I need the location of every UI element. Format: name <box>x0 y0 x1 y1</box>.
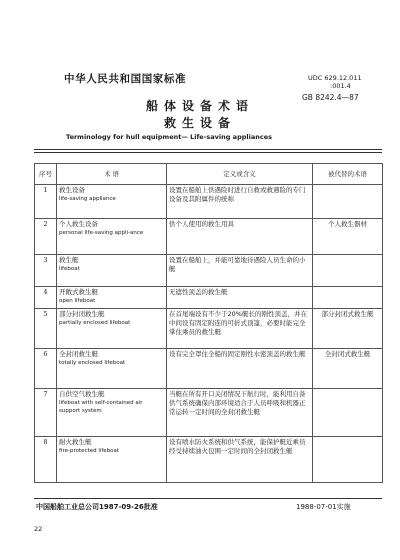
term-chinese: 部分封闭救生艇 <box>59 310 105 318</box>
replaced-term-cell <box>313 255 383 287</box>
header-replaced-term: 被代替的术语 <box>313 164 383 185</box>
definition-cell: 无遮性顶盖的救生艇 <box>167 287 313 309</box>
table-row <box>35 389 383 437</box>
term-chinese: 救生设备 <box>59 186 85 194</box>
term-chinese: 开敞式救生艇 <box>59 288 98 296</box>
term-cell <box>57 287 167 309</box>
term-cell <box>57 309 167 349</box>
term-english: open lifeboat <box>59 298 96 304</box>
replaced-term-cell: 全封闭式救生艇 <box>313 349 383 389</box>
header-no: 序号 <box>35 164 57 185</box>
row-number: 1 <box>35 185 57 219</box>
table-row <box>35 185 383 219</box>
term-cell <box>57 437 167 483</box>
term-english: personal life-saving appli-ance <box>59 230 144 236</box>
definition-cell: 设置在船舶上，并能可靠地待遇险人员生命的小艇 <box>167 255 313 287</box>
table-row <box>35 349 383 389</box>
term-english: totally enclosed lifeboat <box>59 360 126 366</box>
replaced-term-cell <box>313 185 383 219</box>
term-cell <box>57 219 167 255</box>
row-number: 5 <box>35 309 57 349</box>
header-definition: 定义或含义 <box>167 164 313 185</box>
gb-standard-code: GB 8242.4—87 <box>302 93 359 102</box>
term-chinese: 个人救生设备 <box>59 220 98 228</box>
approval-statement: 中国船舶工业总公司1987-09-26批准 <box>36 503 158 511</box>
replaced-term-cell <box>313 287 383 309</box>
term-chinese: 救生艇 <box>59 256 79 264</box>
term-cell <box>57 349 167 389</box>
term-cell <box>57 255 167 287</box>
term-cell <box>57 185 167 219</box>
header-term: 术 语 <box>57 164 167 185</box>
replaced-term-cell <box>313 389 383 437</box>
term-chinese: 自供空气救生艇 <box>59 390 105 398</box>
term-chinese: 全封闭救生艇 <box>59 350 98 358</box>
term-english: life-saving appliance <box>59 196 116 202</box>
row-number: 2 <box>35 219 57 255</box>
term-english: lifeboat <box>59 266 80 272</box>
replaced-term-cell: 部分封闭式救生艇 <box>313 309 383 349</box>
row-number: 6 <box>35 349 57 389</box>
document-title: 船体设备术语 <box>145 99 254 113</box>
definition-cell: 供个人使用的救生用具 <box>167 219 313 255</box>
definition-cell: 在首尾端设有不少于20%艇长的刚性顶盖，并在中间设有固定附连的可折式顶篷，必要时能完全掌住乘员的救生艇 <box>167 309 313 349</box>
issuing-organization: 中华人民共和国国家标准 <box>64 73 187 85</box>
row-number: 8 <box>35 437 57 483</box>
term-english: fire-protected lifeboat <box>59 448 120 454</box>
footer-rule <box>34 498 382 499</box>
implementation-date: 1988-07-01实施 <box>296 503 351 511</box>
replaced-term-cell <box>313 437 383 483</box>
table-row <box>35 437 383 483</box>
definition-cell: 当艇在所有开口关闭情况下航行时，能利用自备供气系统确保内部环境适合于人员呼吸和机器正常运转一定时间的全封闭救生艇 <box>167 389 313 437</box>
table-row <box>35 309 383 349</box>
definition-cell: 设有喷水防火系统和供气系统，能保护艇近乘员经受持续油火包围一定时间的全封闭救生艇 <box>167 437 313 483</box>
document-subtitle: 救生设备 <box>163 116 236 130</box>
table-row <box>35 287 383 309</box>
term-english: lifeboat with self-contained air support system <box>59 400 143 414</box>
row-number: 3 <box>35 255 57 287</box>
header-rule-top <box>34 149 382 150</box>
row-number: 7 <box>35 389 57 437</box>
table-row <box>35 255 383 287</box>
table-row <box>35 219 383 255</box>
terms-table <box>34 163 383 483</box>
page-number: 22 <box>34 525 43 533</box>
replaced-term-cell: 个人救生器材 <box>313 219 383 255</box>
udc-code <box>308 74 362 90</box>
term-chinese: 耐火救生艇 <box>59 438 92 446</box>
definition-cell: 设置在船舶上供遇险时进行自救或救遇险的专门设备及其附属件的统称 <box>167 185 313 219</box>
row-number: 4 <box>35 287 57 309</box>
term-english: partially enclosed lifeboat <box>59 320 131 326</box>
english-title: Terminology for hull equipment— Life-saving appliances <box>66 133 272 141</box>
udc-line-2: :001.4 <box>330 82 351 90</box>
term-cell <box>57 389 167 437</box>
definition-cell: 设有完全罩住全船的固定刚性水密顶盖的救生艇 <box>167 349 313 389</box>
table-header-row <box>35 164 383 185</box>
udc-line-1: UDC 629.12.011 <box>308 74 362 82</box>
header-rule-bottom <box>34 152 382 153</box>
